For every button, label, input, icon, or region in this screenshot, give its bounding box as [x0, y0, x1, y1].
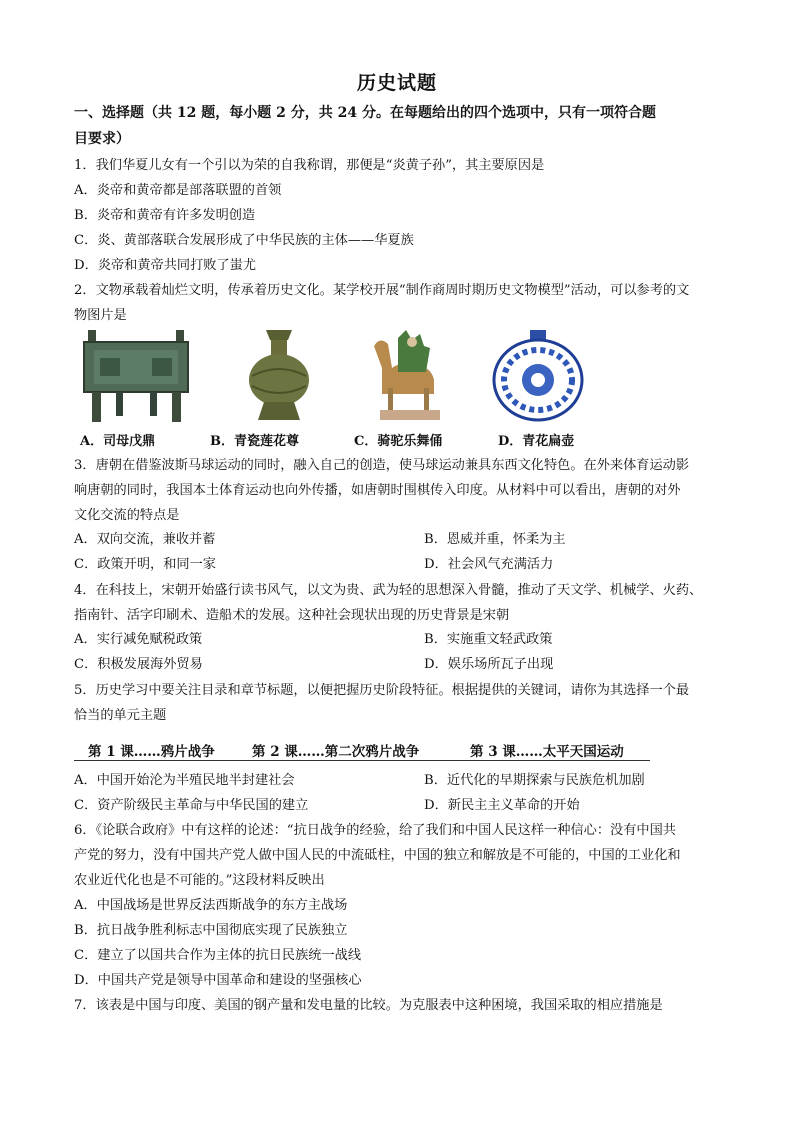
question-5-option-a: A．中国开始沦为半殖民地半封建社会 — [74, 773, 295, 788]
question-3-stem-cont2: 文化交流的特点是 — [74, 508, 180, 523]
question-4-stem: 4．在科技上，宋朝开始盛行读书风气，以文为贵、武为轻的思想深入骨髓，推动了天文学、机械学、火药、 — [74, 583, 703, 598]
question-6-stem: 6．《论联合政府》中有这样的论述：“抗日战争的经验，给了我们和中国人民这样一种信心：没有中国共 — [74, 823, 676, 838]
question-5-options-row1 — [74, 772, 734, 790]
question-5-options-row2 — [74, 797, 734, 815]
question-2-stem: 2．文物承载着灿烂文明，传承着历史文化。某学校开展“制作商周时期历史文物模型”活动，可以参考的文 — [74, 283, 690, 298]
question-4-options-row2 — [74, 656, 734, 674]
camel-musicians-figure-image — [368, 328, 448, 423]
question-4-option-b: B．实施重文轻武政策 — [424, 632, 553, 647]
question-4-options-row1 — [74, 631, 734, 649]
question-1-option-c: C．炎、黄部落联合发展形成了中华民族的主体——华夏族 — [74, 233, 414, 248]
question-5-option-c: C．资产阶级民主革命与中华民国的建立 — [74, 798, 309, 813]
question-2-stem-cont: 物图片是 — [74, 308, 127, 323]
caption-a: A．司母戊鼎 — [80, 434, 156, 449]
question-3-option-d: D．社会风气充满活力 — [424, 557, 554, 572]
celadon-lotus-zun-image — [244, 328, 314, 423]
question-6-option-d: D．中国共产党是领导中国革命和建设的坚强核心 — [74, 973, 362, 988]
question-4-stem-cont: 指南针、活字印刷术、造船术的发展。这种社会现状出现的历史背景是宋朝 — [74, 608, 510, 623]
question-6-stem-cont2: 农业近代化也是不可能的。”这段材料反映出 — [74, 873, 325, 888]
question-3-option-c: C．政策开明，和同一家 — [74, 557, 216, 572]
question-5-option-b: B．近代化的早期探索与民族危机加剧 — [424, 773, 645, 788]
artifact-captions — [74, 430, 634, 448]
question-3-options-row1 — [74, 531, 734, 549]
question-4-option-a: A．实行减免赋税政策 — [74, 632, 203, 647]
blue-white-flask-image — [490, 328, 586, 423]
lesson-list-bar — [74, 738, 650, 761]
caption-c: C．骑驼乐舞俑 — [354, 434, 443, 449]
caption-b: B．青瓷莲花尊 — [210, 434, 299, 449]
question-4-option-d: D．娱乐场所瓦子出现 — [424, 657, 554, 672]
bronze-ding-image — [80, 328, 192, 423]
question-6-stem-cont: 产党的努力，没有中国共产党人做中国人民的中流砥柱，中国的独立和解放是不可能的，中国的工业化和 — [74, 848, 681, 863]
question-3-options-row2 — [74, 556, 734, 574]
question-1-stem: 1．我们华夏儿女有一个引以为荣的自我称谓，那便是“炎黄子孙”，其主要原因是 — [74, 158, 545, 173]
question-5-stem-cont: 恰当的单元主题 — [74, 708, 167, 723]
question-5-option-d: D．新民主主义革命的开始 — [424, 798, 580, 813]
question-3-option-a: A．双向交流，兼收并蓄 — [74, 532, 216, 547]
question-4-option-c: C．积极发展海外贸易 — [74, 657, 203, 672]
question-1-option-d: D．炎帝和黄帝共同打败了蚩尤 — [74, 258, 257, 273]
question-3-stem: 3．唐朝在借鉴波斯马球运动的同时，融入自己的创造，使马球运动兼具东西文化特色。在外来体育运动影 — [74, 458, 690, 473]
question-1-option-b: B．炎帝和黄帝有许多发明创造 — [74, 208, 256, 223]
question-6-option-b: B．抗日战争胜利标志中国彻底实现了民族独立 — [74, 923, 348, 938]
lesson-3: 第 3 课……太平天国运动 — [470, 744, 624, 760]
lesson-2: 第 2 课……第二次鸦片战争 — [252, 744, 420, 760]
artifact-images — [74, 328, 634, 423]
question-5-stem: 5．历史学习中要关注目录和章节标题，以便把握历史阶段特征。根据提供的关键词，请你为其选择一个最 — [74, 683, 690, 698]
lesson-1: 第 1 课……鸦片战争 — [88, 744, 215, 760]
question-7-stem: 7．该表是中国与印度、美国的钢产量和发电量的比较。为克服表中这种困境，我国采取的相应措施是 — [74, 998, 663, 1013]
caption-d: D．青花扁壶 — [498, 434, 575, 449]
section-heading-cont: 目要求） — [74, 131, 130, 147]
question-1-option-a: A．炎帝和黄帝都是部落联盟的首领 — [74, 183, 282, 198]
question-6-option-c: C．建立了以国共合作为主体的抗日民族统一战线 — [74, 948, 362, 963]
question-3-option-b: B．恩威并重，怀柔为主 — [424, 532, 566, 547]
section-heading: 一、选择题（共 12 题，每小题 2 分，共 24 分。在每题给出的四个选项中，只有一项符合题 — [74, 105, 656, 121]
question-6-option-a: A．中国战场是世界反法西斯战争的东方主战场 — [74, 898, 348, 913]
question-3-stem-cont: 响唐朝的同时，我国本土体育运动也向外传播，如唐朝时围棋传入印度。从材料中可以看出，唐朝的对外 — [74, 483, 681, 498]
page-title: 历史试题 — [356, 72, 437, 94]
